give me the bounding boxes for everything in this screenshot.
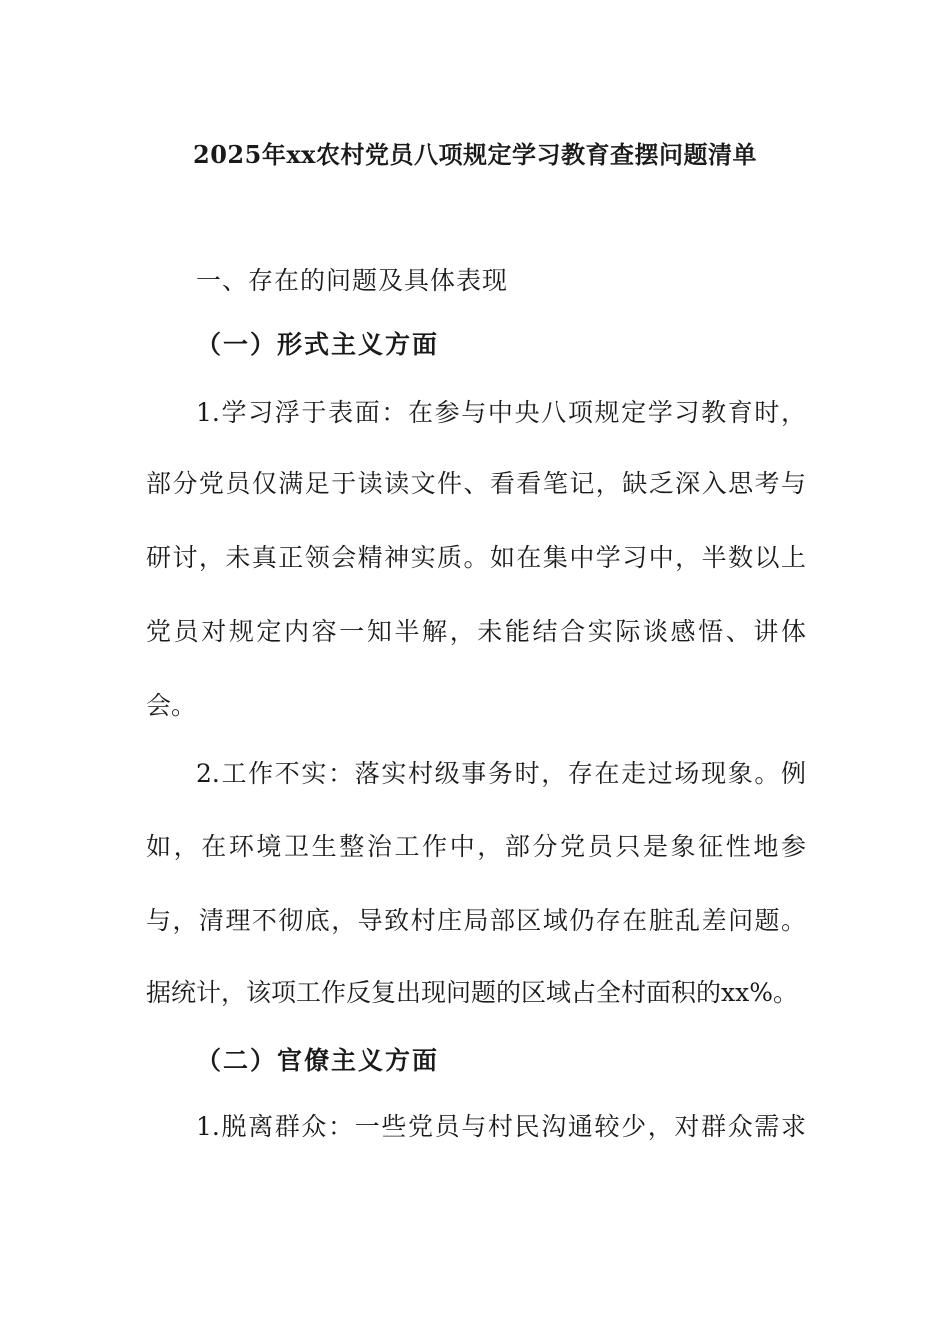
paragraph-line: 据统计，该项工作反复出现问题的区域占全村面积的xx%。 — [146, 978, 798, 1007]
document-title: 2025年xx农村党员八项规定学习教育查摆问题清单 — [193, 140, 757, 169]
paragraph-line: 1.脱离群众：一些党员与村民沟通较少，对群众需求 — [196, 1112, 806, 1141]
paragraph-line: 1.学习浮于表面：在参与中央八项规定学习教育时， — [196, 398, 806, 427]
paragraph-line: 党员对规定内容一知半解，未能结合实际谈感悟、讲体 — [146, 617, 806, 646]
paragraph-line: 研讨，未真正领会精神实质。如在集中学习中，半数以上 — [146, 543, 806, 572]
paragraph-line: 部分党员仅满足于读读文件、看看笔记，缺乏深入思考与 — [146, 469, 806, 498]
paragraph-line: 会。 — [146, 691, 197, 720]
section-heading: 一、存在的问题及具体表现 — [196, 266, 509, 295]
paragraph-line: 与，清理不彻底，导致村庄局部区域仍存在脏乱差问题。 — [146, 906, 806, 935]
paragraph-line: 如，在环境卫生整治工作中，部分党员只是象征性地参 — [146, 832, 806, 861]
subsection-heading-bureaucratism: （二）官僚主义方面 — [196, 1046, 440, 1075]
subsection-heading-formalism: （一）形式主义方面 — [196, 330, 440, 359]
paragraph-line: 2.工作不实：落实村级事务时，存在走过场现象。例 — [196, 759, 806, 788]
